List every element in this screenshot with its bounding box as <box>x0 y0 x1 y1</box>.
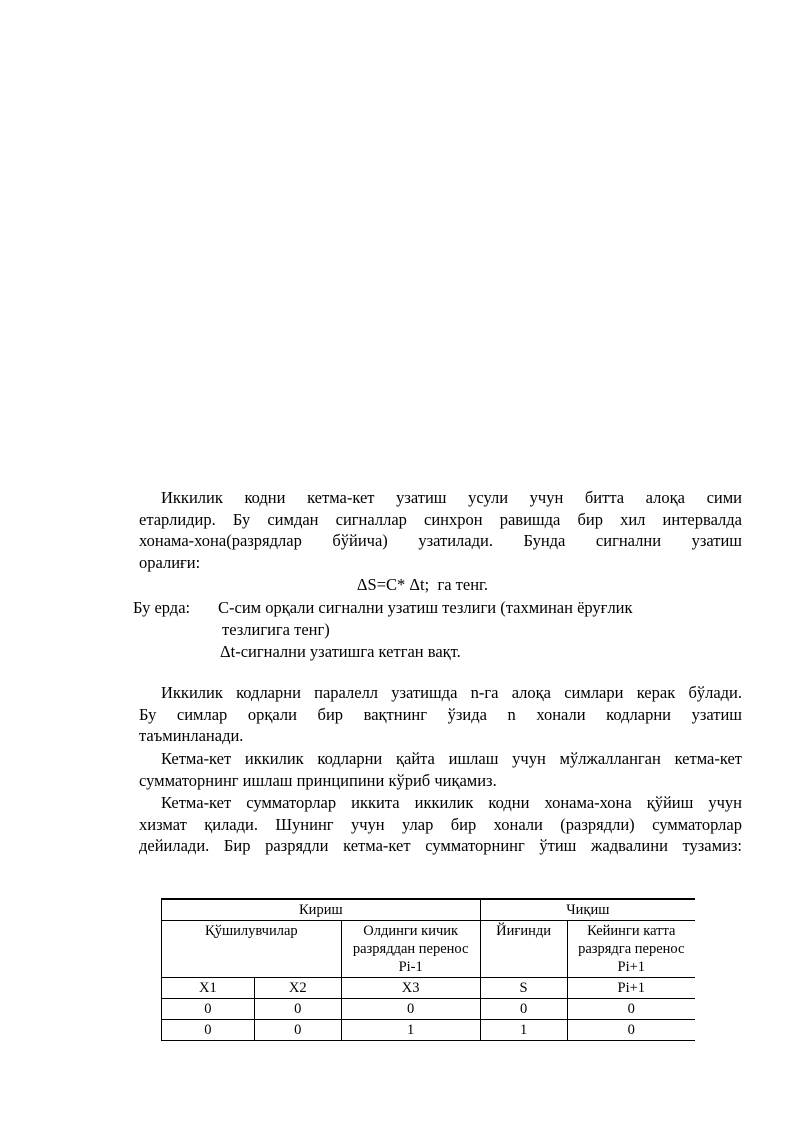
header-text: разряддан перенос <box>352 941 469 957</box>
table-row <box>162 999 696 1020</box>
text-line: хизмат қилади. Шунинг учун улар бир хонали (разрядли) сумматорлар <box>139 814 742 834</box>
text-line: етарлидир. Бу симдан сигналлар синхрон равишда бир хил интервалда <box>139 509 742 529</box>
table-cell: 0 <box>567 1020 695 1041</box>
header-text: Кейинги катта <box>587 923 676 939</box>
table-row <box>162 1020 696 1041</box>
table-cell: 0 <box>254 999 341 1020</box>
paragraph-serial-adder-intro <box>139 748 742 791</box>
table-cell: 0 <box>480 999 567 1020</box>
text-line: Бу симлар орқали бир вақтнинг ўзида n хонали кодларни узатиш <box>139 704 742 724</box>
table-cell: 1 <box>341 1020 480 1041</box>
paragraph-serial-adder-desc <box>139 792 742 857</box>
header-text: разрядга перенос <box>578 941 685 957</box>
text-line: сумматорнинг ишлаш принципини кўриб чиқамиз. <box>139 770 497 790</box>
text-line: хонама-хона(разрядлар бўйича) узатилади. Бунда сигнални узатиш <box>139 531 742 550</box>
column-label: X1 <box>162 978 255 999</box>
formula-suffix: га тенг. <box>437 575 489 594</box>
table-cell: 0 <box>162 999 255 1020</box>
table-cell: 0 <box>341 999 480 1020</box>
c-definition-cont: тезлигига тенг) <box>222 620 330 639</box>
where-label: Бу ерда: <box>133 598 191 617</box>
paragraph-parallel-transfer <box>139 682 742 747</box>
paragraph-serial-transfer <box>139 487 742 573</box>
text-line: дейилади. Бир разрядли кетма-кет сумматорнинг ўтиш жадвалини тузамиз: <box>139 836 742 855</box>
text-line: Кетма-кет иккилик кодларни қайта ишлаш учун мўлжалланган кетма-кет <box>161 749 742 768</box>
table-column-row <box>162 978 696 999</box>
dt-definition: Δt-сигнални узатишга кетган вақт. <box>220 642 461 661</box>
text-line: Иккилик кодни кетма-кет узатиш усули учун битта алоқа сими <box>161 488 742 507</box>
table-cell: 0 <box>567 999 695 1020</box>
table-subheader-row <box>162 921 696 978</box>
text-line: Иккилик кодларни паралелл узатишда n-га алоқа симлари керак бўлади. <box>161 683 742 702</box>
truth-table <box>161 898 695 1041</box>
header-text: Pi-1 <box>398 959 423 975</box>
header-carry-in <box>341 921 480 978</box>
formula-expression: ΔS=C* Δt; <box>356 575 430 594</box>
text-line: Кетма-кет сумматорлар иккита иккилик кодни хонама-хона қўйиш учун <box>161 793 742 812</box>
table-group-header-row <box>162 899 696 921</box>
column-label: X2 <box>254 978 341 999</box>
column-label: S <box>480 978 567 999</box>
table-cell: 1 <box>480 1020 567 1041</box>
header-input: Кириш <box>162 899 481 921</box>
header-output: Чиқиш <box>480 899 695 921</box>
text-line: таъминланади. <box>139 726 244 745</box>
header-carry-out <box>567 921 695 978</box>
header-text: Pi+1 <box>617 959 646 975</box>
c-definition: C-сим орқали сигнални узатиш тезлиги (тахминан ёруғлик <box>218 598 633 617</box>
text-line: оралиғи: <box>139 552 201 572</box>
header-text: Олдинги кичик <box>363 923 459 939</box>
table-cell: 0 <box>254 1020 341 1041</box>
header-sum: Йиғинди <box>480 921 567 978</box>
column-label: Pi+1 <box>567 978 695 999</box>
formula-line <box>0 574 800 596</box>
header-addends: Қўшилувчилар <box>162 921 342 978</box>
column-label: X3 <box>341 978 480 999</box>
table-cell: 0 <box>162 1020 255 1041</box>
